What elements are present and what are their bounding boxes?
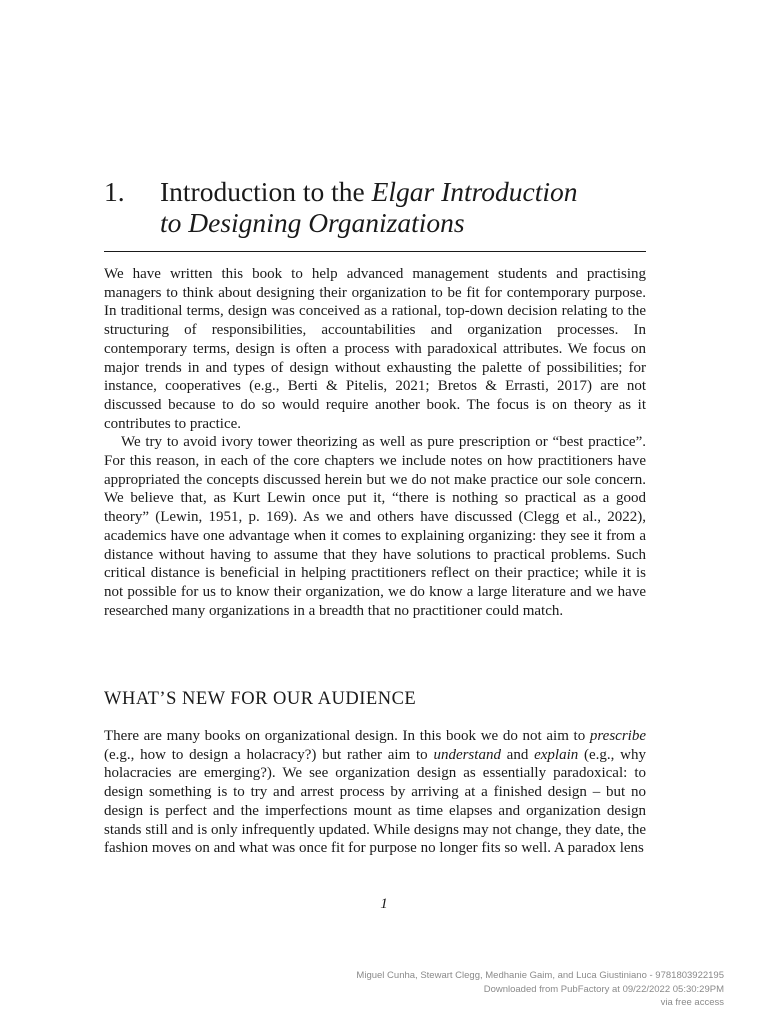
intro-text — [104, 265, 646, 620]
chapter-title-line-2 — [104, 207, 646, 238]
watermark-authors-line: Miguel Cunha, Stewart Clegg, Medhanie Gaim, and Luca Giustiniano - 9781803922195 — [356, 970, 724, 981]
intro-paragraph-1: We have written this book to help advanced management students and practising managers to think about designing their organization to be fit for contemporary purpose. In traditional terms, design was conceived as a rational, top-down decision relating to the structuring of responsibilities, accountabilities and organization processes. In contemporary terms, design is often a process with paradoxical attributes. We focus on major trends in and types of design without exhausting the palette of possibilities; for instance, cooperatives (e.g., Berti & Pitelis, 2021; Bretos & Errasti, 2017) are not discussed because to do so would require another book. The focus is on theory as it contributes to practice. — [104, 266, 646, 432]
section-text — [104, 727, 646, 858]
chapter-number: 1. — [104, 176, 125, 207]
download-watermark — [356, 969, 724, 1010]
section-paragraph-1 — [104, 727, 646, 858]
section-text-run: (e.g., how to design a holacracy?) but rather aim to — [104, 746, 434, 763]
section-heading: WHAT’S NEW FOR OUR AUDIENCE — [104, 689, 417, 709]
watermark-access-line: via free access — [660, 997, 724, 1009]
page-number: 1 — [380, 896, 388, 912]
section-text-run: There are many books on organizational design. In this book we do not aim to — [104, 728, 590, 744]
chapter-title — [104, 176, 646, 238]
section-text-italic-prescribe: prescribe — [589, 728, 646, 744]
chapter-title-line-1 — [104, 176, 646, 207]
section-text-italic-understand: understand — [433, 746, 501, 763]
watermark-download-line: Downloaded from PubFactory at 09/22/2022 05:30:29PM — [483, 983, 724, 995]
chapter-title-italic-continued: to Designing Organizations — [160, 207, 465, 238]
section-text-italic-explain: explain — [534, 746, 579, 763]
section-text-run: (e.g., why holacracies are emerging?). We see organization design as essentially paradoxical: to design something is to try and arrest process by arriving at a finished design – but no design is perfect and the imperfections mount as time elapses and organization design stands still and is only infrequently updated. While designs may not change, they date, the fashion moves on and what was once fit for purpose no longer fits so well. A paradox lens — [104, 746, 646, 857]
intro-paragraph-2: We try to avoid ivory tower theorizing as well as pure prescription or “best practice”. For this reason, in each of the core chapters we include notes on how practitioners have appropriated the concepts discussed herein but we do not make practice our sole concern. We believe that, as Kurt Lewin once put it, “there is nothing so practical as a good theory” (Lewin, 1951, p. 169). As we and others have discussed (Clegg et al., 2022), academics have one advantage when it comes to explaining organizing: they see it from a distance without having to assume that they have solutions to practical problems. Such critical distance is beneficial in helping practitioners reflect on their practice; while it is not possible for us to know their organization, we do know a large literature and we have researched many organizations in a breadth that no practitioner could match. — [104, 434, 646, 619]
chapter-title-text — [160, 176, 578, 207]
title-rule — [104, 251, 646, 252]
chapter-title-italic: Elgar Introduction — [371, 176, 578, 207]
section-text-run: and — [500, 746, 535, 763]
chapter-title-plain: Introduction to the — [160, 176, 372, 207]
